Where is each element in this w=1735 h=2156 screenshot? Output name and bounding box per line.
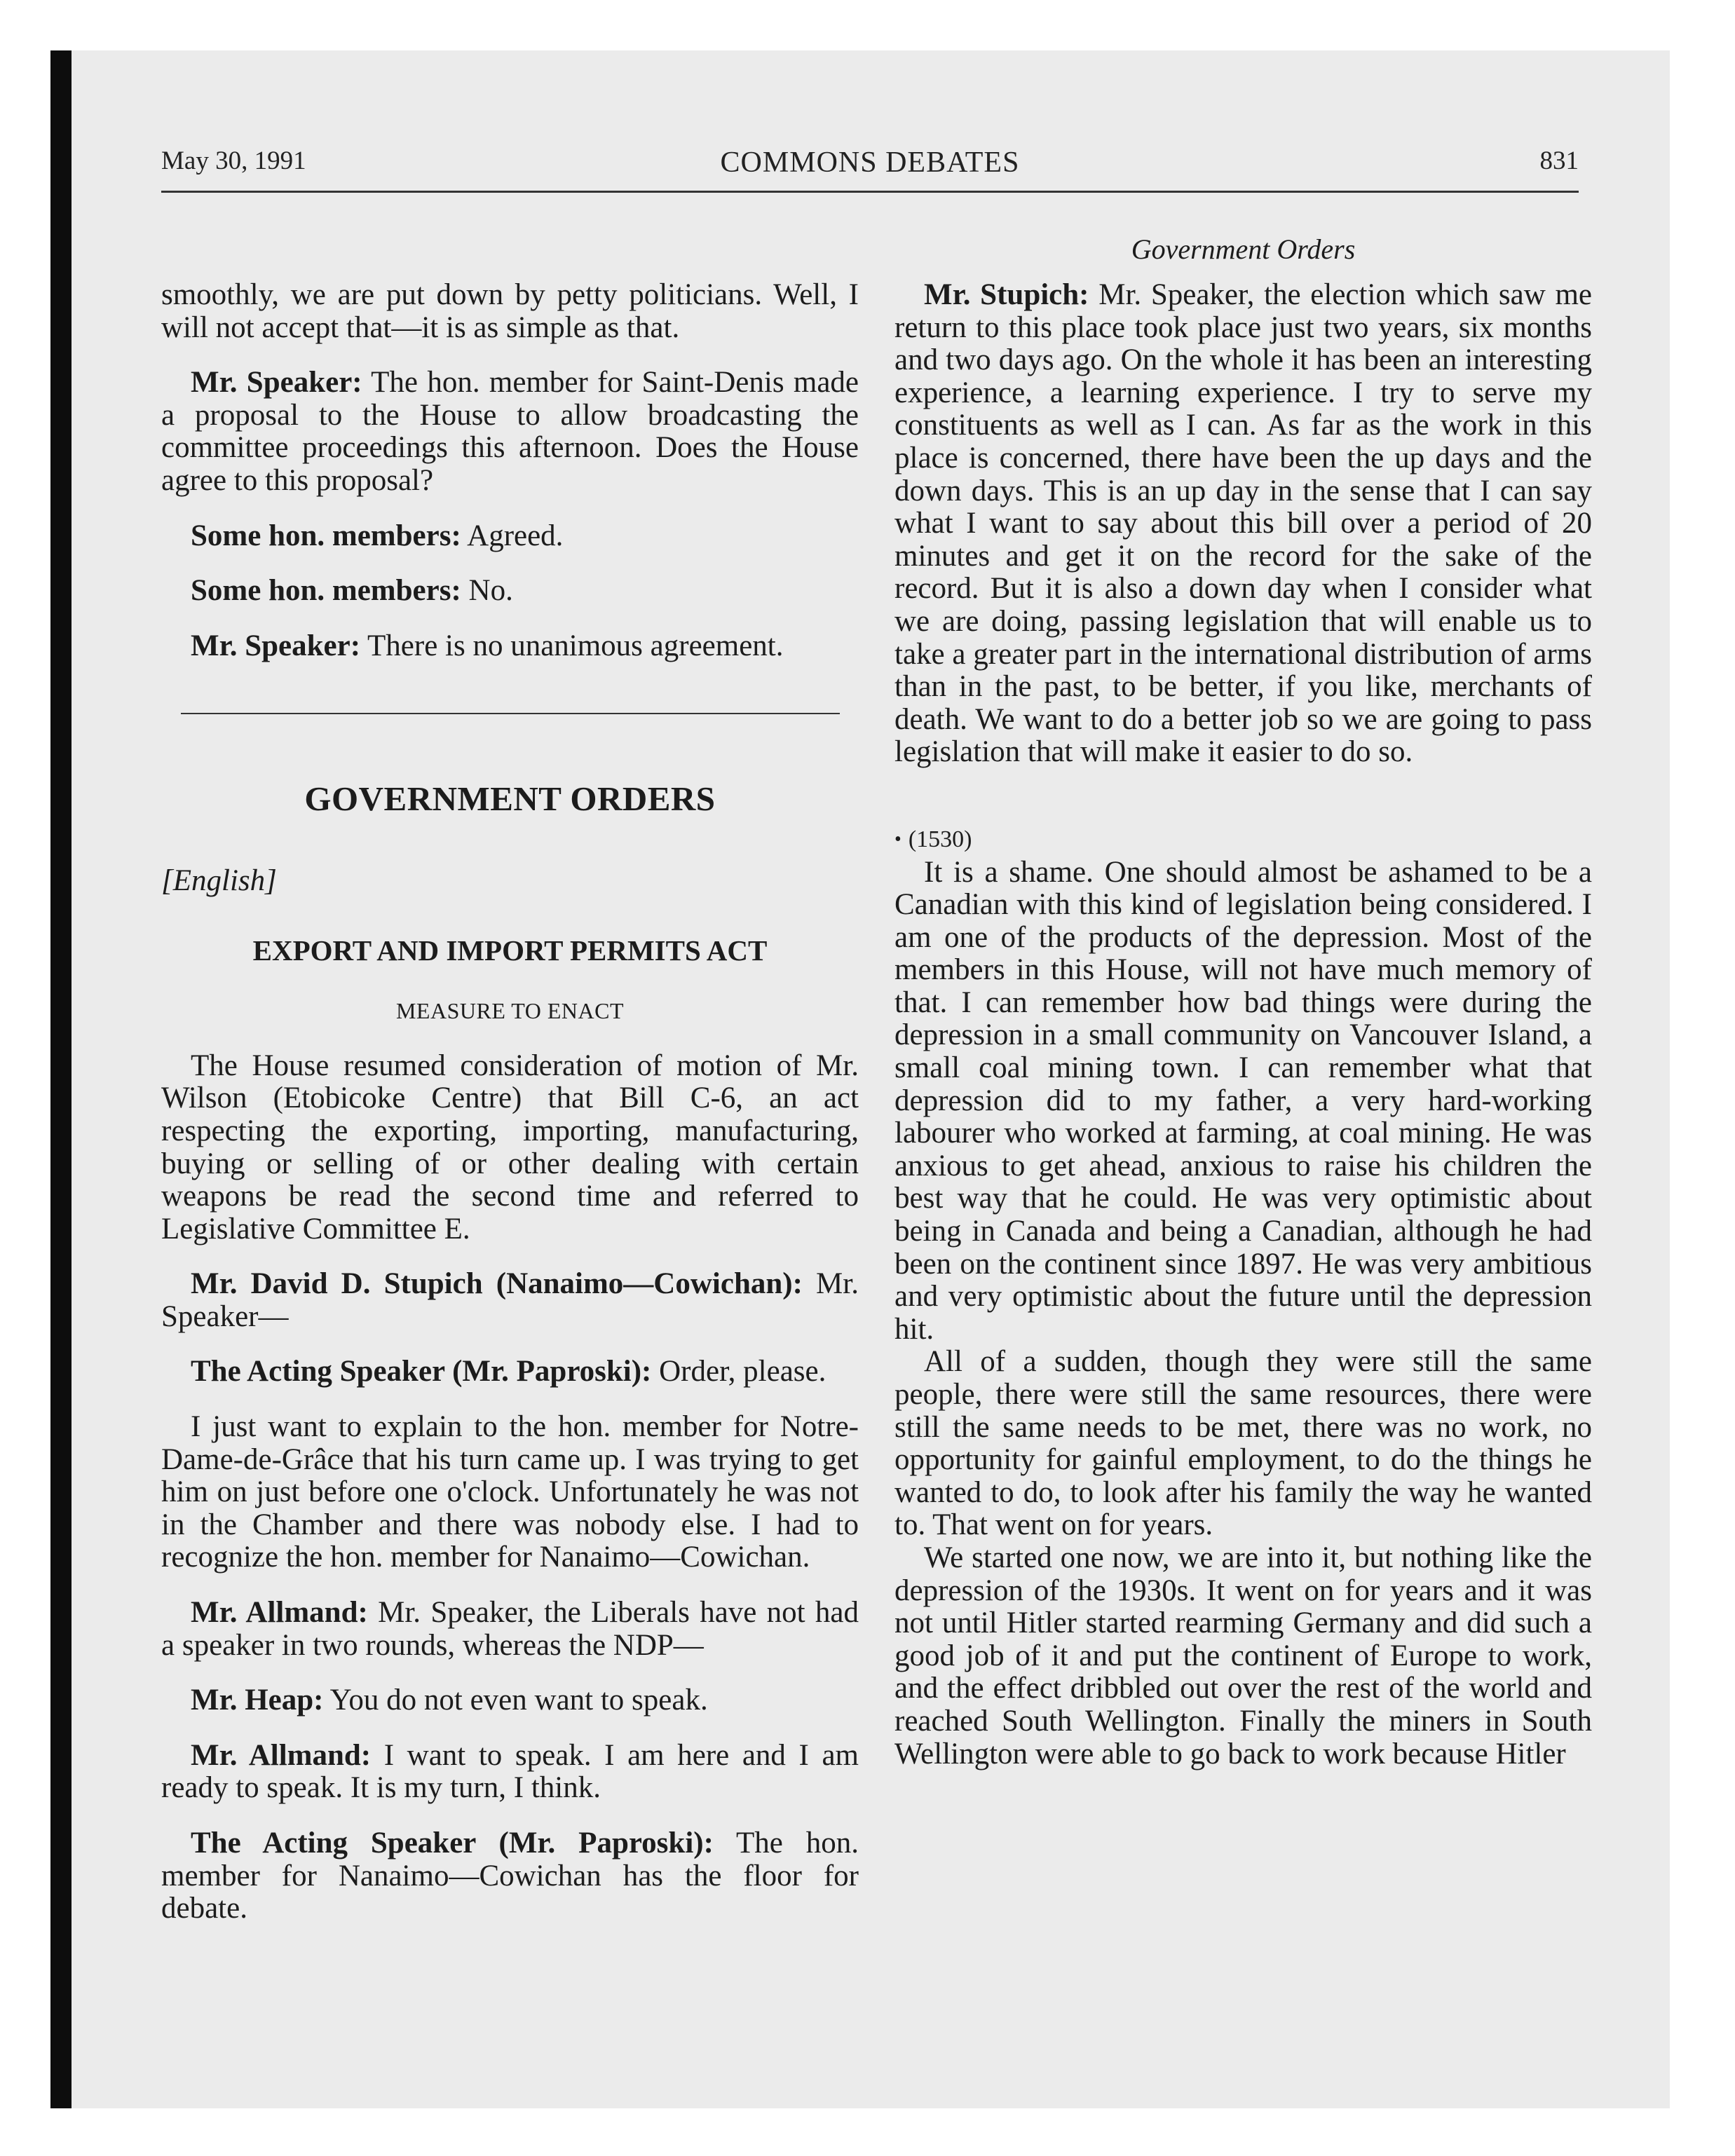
paragraph: All of a sudden, though they were still the same people, there were still the same resources, there were still the same needs to be met, there was no work, no opportunity for gainful employment, to do the things he wanted to do, to look after his family the way he wanted to. That went on for years. (894, 1345, 1592, 1542)
speaker-name: Mr. Stupich: (924, 278, 1089, 311)
speech-text: There is no unanimous agreement. (360, 629, 784, 662)
paragraph: The House resumed consideration of motion of Mr. Wilson (Etobicoke Centre) that Bill C-6, an act respecting the exporting, importing, manufacturing, buying or selling of or other dealing with certain weapons be read the second time and referred to Legislative Committee E. (161, 1049, 859, 1246)
page-header (161, 146, 1579, 188)
right-column (894, 279, 1592, 1770)
speaker-name: Some hon. members: (191, 519, 461, 552)
speech (161, 1597, 859, 1662)
speaker-name: Mr. Heap: (191, 1684, 324, 1717)
speech-text: Agreed. (461, 519, 564, 552)
speech (161, 1740, 859, 1805)
column-rubric: Government Orders (1131, 233, 1356, 265)
speaker-name: The Acting Speaker (Mr. Paproski): (191, 1827, 714, 1860)
speech (161, 1827, 859, 1925)
paragraph: We started one now, we are into it, but nothing like the depression of the 1930s. It went on for years and it was not until Hitler started rearming Germany and did such a good job of it and put the continent of Europe to work, and the effect dribbled out over the rest of the world and reached South Wellington. Finally the miners in South Wellington were able to go back to work because Hitler (894, 1541, 1592, 1770)
header-rule (161, 191, 1579, 193)
header-publication: COMMONS DEBATES (720, 146, 1020, 179)
speech-text: I want to speak. I am here and I am ready to speak. It is my turn, I think. (161, 1738, 859, 1805)
speaker-name: Mr. Speaker: (191, 366, 362, 400)
header-date: May 30, 1991 (161, 146, 306, 175)
timestamp (894, 824, 1592, 857)
paragraph: I just want to explain to the hon. member for Notre-Dame-de-Grâce that his turn came up. I was trying to get him on just before one o'clock. Unfortunately he was not in the Chamber and there was nobody else. I had to recognize the hon. member for Nanaimo—Cowichan. (161, 1410, 859, 1574)
bullet-icon: • (894, 828, 901, 850)
speaker-name: Mr. Allmand: (191, 1596, 368, 1630)
speaker-name: Mr. Speaker: (191, 629, 361, 662)
language-tag: [English] (161, 864, 277, 897)
speech-text: Mr. Speaker— (161, 1267, 859, 1333)
paragraph: smoothly, we are put down by petty politicians. Well, I will not accept that—it is as simple as that. (161, 278, 859, 344)
section-divider (181, 713, 840, 714)
speech (161, 575, 859, 608)
speech-text: The hon. member for Saint-Denis made a proposal to the House to allow broadcasting the committee proceedings this afternoon. Does the House agree to this proposal? (161, 366, 859, 497)
speaker-name: Mr. David D. Stupich (Nanaimo—Cowichan): (191, 1267, 803, 1301)
act-subheading: MEASURE TO ENACT (395, 998, 625, 1024)
speech-text: The hon. member for Nanaimo—Cowichan has the floor for debate. (161, 1827, 859, 1925)
speech (161, 367, 859, 497)
speech (161, 630, 859, 663)
act-heading: EXPORT AND IMPORT PERMITS ACT (252, 934, 768, 967)
speech-text: You do not even want to speak. (323, 1684, 708, 1717)
speech (161, 1356, 859, 1389)
header-page-number: 831 (1539, 146, 1579, 175)
speech (161, 1684, 859, 1717)
timestamp-text: (1530) (908, 826, 972, 852)
speech-text: No. (461, 574, 513, 608)
speech-text: Order, please. (651, 1355, 826, 1389)
speech-text: Mr. Speaker, the election which saw me return to this place took place just two years, six months and two days ago. On the whole it has been an interesting experience, a learning experience. I try to serve my constituents as well as I can. As far as the work in this place is concerned, there have been the up days and the down days. This is an up day in the sense that I can say what I want to say about this bill over a period of 20 minutes and get it on the record for the sake of the record. But it is also a down day when I consider what we are doing, passing legislation that will enable us to take a greater part in the international distribution of arms than in the past, to be better, if you like, merchants of death. We want to do a better job so we are going to pass legislation that will make it easier to do so. (894, 278, 1592, 769)
speaker-name: Mr. Allmand: (191, 1738, 372, 1772)
paragraph: It is a shame. One should almost be ashamed to be a Canadian with this kind of legislation being considered. I am one of the products of the depression. Most of the members in this House, will not have much memory of that. I can remember how bad things were during the depression in a small community on Vancouver Island, a small coal mining town. I can remember what that depression did to my father, a very hard-working labourer who worked at farming, at coal mining. He was anxious to get ahead, anxious to raise his children the best way that he could. He was very optimistic about being in Canada and being a Canadian, although he had been on the continent since 1897. He was very ambitious and very optimistic about the future until the depression hit. (894, 855, 1592, 1346)
speech (894, 279, 1592, 769)
speech (161, 520, 859, 553)
left-column (161, 279, 859, 1925)
speaker-name: Some hon. members: (191, 574, 461, 608)
speaker-name: The Acting Speaker (Mr. Paproski): (191, 1355, 652, 1389)
binding-edge (50, 50, 72, 2108)
section-heading: GOVERNMENT ORDERS (304, 779, 716, 819)
speech-text: Mr. Speaker, the Liberals have not had a speaker in two rounds, whereas the NDP— (161, 1596, 859, 1662)
speech (161, 1268, 859, 1333)
